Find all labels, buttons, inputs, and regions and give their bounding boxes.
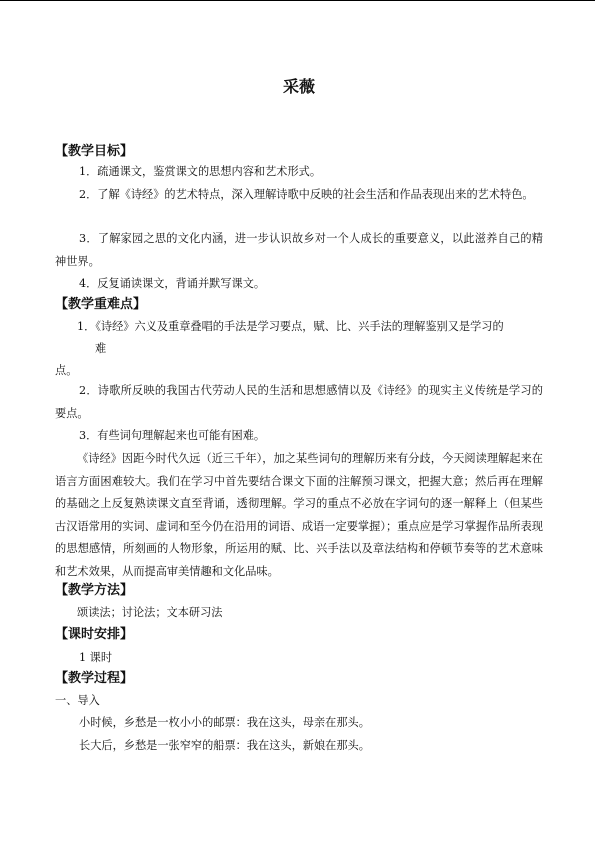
- key-point-1-line-2: 难: [95, 342, 107, 355]
- page-top-border: [0, 0, 595, 1]
- goal-item-1: 1．疏通课文，鉴赏课文的思想内容和艺术形式。: [79, 165, 322, 178]
- poem-line-2: 长大后，乡愁是一张窄窄的船票：我在这头，新娘在那头。: [79, 739, 370, 752]
- key-points-explanation: 《诗经》因距今时代久远（近三千年），加之某些词句的理解历来有分歧，今天阅读理解起来在语言方面困难较大。我们在学习中首先要结合课文下面的注解预习课文，把握大意；然后再在理解的基础之上反复熟读课文直至背诵，透彻理解。学习的重点不必放在字词句的逐一解释上（但某些古汉语常用的实词、虚词和至今仍在沿用的词语、成语一定要掌握）；重点应是学习掌握作品所表现的思想感情，所刻画的人物形象，所运用的赋、比、兴手法以及章法结构和停顿节奏等的艺术意味和艺术效果，从而提高审美情趣和文化品味。: [55, 452, 543, 578]
- heading-class-schedule: 【课时安排】: [55, 627, 134, 642]
- key-point-1-line-3: 点。: [55, 364, 78, 377]
- heading-teaching-methods: 【教学方法】: [55, 583, 134, 598]
- class-schedule-text: 1 课时: [79, 651, 113, 664]
- poem-line-1: 小时候，乡愁是一枚小小的邮票：我在这头，母亲在那头。: [79, 716, 370, 729]
- key-point-3: 3．有些词句理解起来也可能有困难。: [79, 429, 266, 442]
- heading-teaching-process: 【教学过程】: [55, 671, 134, 686]
- heading-key-points: 【教学重难点】: [55, 297, 147, 312]
- key-point-2: 2．诗歌所反映的我国古代劳动人民的生活和思想感情以及《诗经》的现实主义传统是学习的要点。: [55, 384, 543, 420]
- teaching-methods-text: 颂读法；讨论法；文本研习法: [77, 606, 223, 619]
- goal-item-3: 3．了解家园之思的文化内涵，进一步认识故乡对一个人成长的重要意义，以此滋养自己的精神世界。: [55, 232, 543, 268]
- heading-teaching-goals: 【教学目标】: [55, 144, 134, 159]
- document-title: 采薇: [282, 77, 315, 96]
- goal-item-2: 2．了解《诗经》的艺术特点，深入理解诗歌中反映的社会生活和作品表现出来的艺术特色。: [79, 188, 534, 201]
- key-point-1-line-1: 1．《诗经》六义及重章叠唱的手法是学习要点，赋、比、兴手法的理解鉴别又是学习的: [77, 320, 504, 333]
- goal-item-4: 4．反复诵读课文，背诵并默写课文。: [79, 277, 266, 290]
- process-step-introduction: 一、导入: [55, 694, 100, 707]
